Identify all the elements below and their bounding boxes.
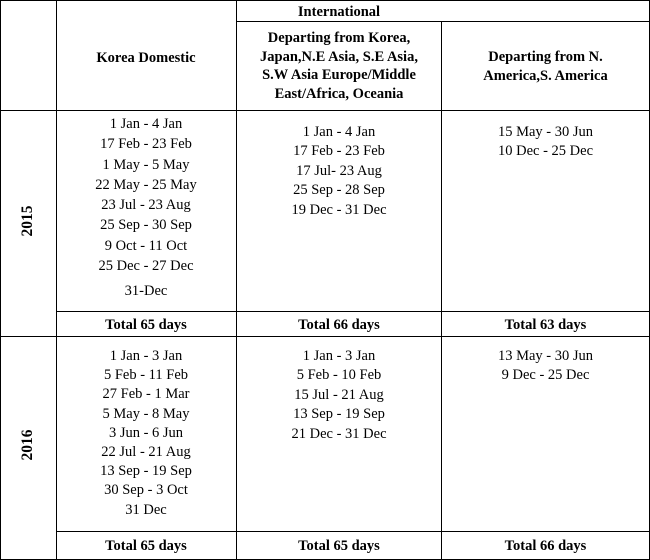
border-top (0, 0, 650, 1)
date-range: 17 Feb - 23 Feb (100, 136, 192, 153)
header-line: America,S. America (483, 67, 608, 84)
total-2016-departing-americas: Total 66 days (504, 538, 587, 554)
date-range: 31 Dec (125, 501, 167, 518)
date-range: 15 Jul - 21 Aug (294, 386, 384, 403)
header-line: Japan,N.E Asia, S.E Asia, (260, 48, 418, 65)
date-range: 22 May - 25 May (95, 176, 197, 193)
total-2016-departing-korea: Total 65 days (298, 538, 380, 554)
year-label-2015: 2015 (19, 205, 36, 237)
dates-2015-departing-korea (236, 123, 442, 220)
date-range: 1 May - 5 May (102, 156, 190, 173)
header-line: S.W Asia Europe/Middle (262, 67, 416, 83)
international-label: International (297, 4, 381, 20)
date-range: 21 Dec - 31 Dec (291, 425, 387, 442)
date-range: 1 Jan - 3 Jan (109, 348, 183, 364)
dates-2016-departing-americas (441, 347, 650, 386)
date-range: 31-Dec (124, 283, 168, 300)
date-range: 1 Jan - 4 Jan (302, 124, 376, 140)
dates-2016-domestic (56, 347, 236, 520)
date-range: 1 Jan - 3 Jan (302, 348, 376, 364)
date-range: 25 Dec - 27 Dec (98, 258, 194, 275)
total-2015-departing-americas: Total 63 days (504, 317, 587, 333)
korea-domestic-label: Korea Domestic (96, 50, 196, 66)
dates-2016-departing-korea (236, 347, 442, 444)
header-line: Departing from N. (488, 49, 603, 65)
date-range: 25 Sep - 30 Sep (100, 217, 192, 234)
divider-2016-total (56, 531, 650, 532)
date-range: 10 Dec - 25 Dec (497, 143, 593, 160)
date-range: 17 Feb - 23 Feb (293, 143, 385, 160)
header-korea-domestic (56, 49, 236, 68)
date-range: 9 Dec - 25 Dec (501, 367, 590, 384)
date-range: 13 May - 30 Jun (497, 348, 594, 364)
date-range: 30 Sep - 3 Oct (104, 482, 188, 499)
year-label-2016: 2016 (19, 429, 36, 461)
header-departing-korea (236, 29, 442, 103)
date-range: 22 Jul - 21 Aug (101, 444, 191, 461)
date-range: 25 Sep - 28 Sep (293, 182, 385, 199)
date-range: 15 May - 30 Jun (497, 124, 594, 140)
total-2016-domestic: Total 65 days (105, 538, 187, 554)
date-range: 5 Feb - 10 Feb (296, 367, 382, 384)
header-line: East/Africa, Oceania (274, 85, 404, 102)
header-departing-americas (441, 48, 650, 85)
date-range: 13 Sep - 19 Sep (293, 406, 385, 423)
date-range: 5 May - 8 May (102, 405, 190, 422)
total-2015-departing-korea: Total 66 days (298, 317, 380, 333)
date-range: 3 Jun - 6 Jun (108, 424, 184, 441)
dates-2015-departing-americas (441, 123, 650, 162)
border-left (0, 0, 1, 560)
date-range: 27 Feb - 1 Mar (102, 386, 190, 403)
date-range: 5 Feb - 11 Feb (103, 367, 189, 384)
date-range: 1 Jan - 4 Jan (109, 116, 183, 132)
total-2015-domestic: Total 65 days (105, 317, 187, 333)
dates-2015-domestic (56, 114, 236, 302)
date-range: 13 Sep - 19 Sep (100, 463, 192, 480)
divider-header-body (0, 110, 650, 111)
date-range: 19 Dec - 31 Dec (291, 201, 387, 218)
header-international (236, 3, 442, 22)
header-line: Departing from Korea, (267, 30, 411, 46)
divider-2015-2016 (0, 336, 650, 337)
divider-2015-total (56, 311, 650, 312)
date-range: 9 Oct - 11 Oct (104, 237, 188, 254)
date-range: 17 Jul- 23 Aug (296, 162, 382, 179)
date-range: 23 Jul - 23 Aug (101, 197, 191, 214)
